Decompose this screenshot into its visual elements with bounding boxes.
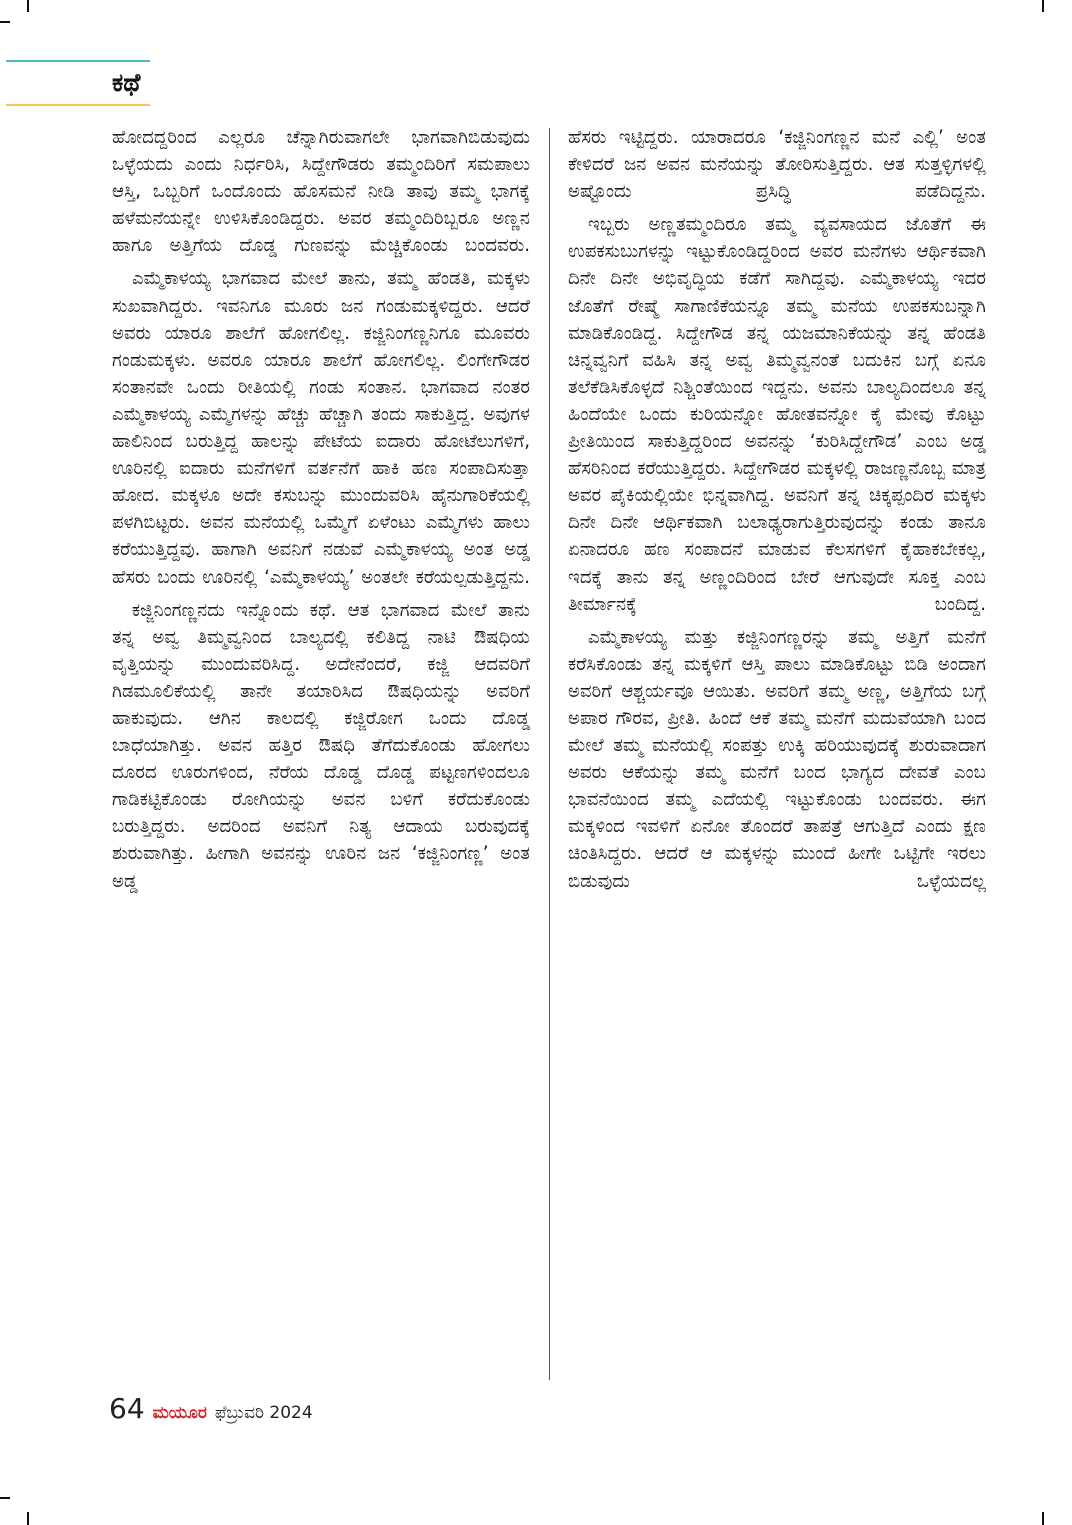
text-line: ಬಾಲ್ಯದಿಂದಲೂ ತನ್ನ ಹಿಂದೆಯೇ ಒಂದು ಕುರಿಯನ್ನೋ bbox=[568, 376, 986, 425]
left-column bbox=[112, 124, 530, 895]
text-line: ತಲೆಕೆಡಿಸಿಕೊಳ್ಳದೆ ನಿಶ್ಚಿಂತೆಯಿಂದ ಇದ್ದನು. ಅವನು bbox=[568, 376, 858, 398]
text-line: ಜೊತೆಗೆ ಈ ಉಪಕಸುಬುಗಳನ್ನು ಇಟ್ಟುಕೊಂಡಿದ್ದರಿಂದ bbox=[568, 214, 986, 263]
crop-mark-left-upper bbox=[0, 21, 10, 23]
paragraph bbox=[112, 265, 530, 590]
text-line: ಹಾಲನ್ನು ಪೇಟೆಯ ಐದಾರು ಹೋಟೆಲುಗಳಿಗೆ, bbox=[251, 431, 530, 453]
issue-date: ಫೆಬ್ರುವರಿ 2024 bbox=[214, 1403, 313, 1423]
crop-mark-top-left bbox=[27, 0, 29, 12]
text-line: ಅಪಾರ ಗೌರವ, ಪ್ರೀತಿ. ಹಿಂದೆ ಆಕೆ ತಮ್ಮ ಮನೆಗೆ bbox=[568, 707, 855, 729]
text-line: ತೋರಿಸುತ್ತಿದ್ದರು. ಆತ ಸುತ್ತಳ್ಳಿಗಳಲ್ಲಿ ಅಷ್ಟೊಂದು bbox=[568, 154, 986, 203]
text-line: ನೆರೆಯ ದೊಡ್ಡ ದೊಡ್ಡ ಪಟ್ಟಣಗಳಿಂದಲೂ bbox=[268, 762, 530, 784]
text-line: ಹೋದದ್ದರಿಂದ ಎಲ್ಲರೂ ಚೆನ್ನಾಗಿರುವಾಗಲೇ bbox=[112, 127, 390, 148]
header-rule-teal bbox=[6, 60, 150, 62]
text-line: ತಂದು ಸಾಕುತ್ತಿದ್ದ. ಅವುಗಳ ಹಾಲಿನಿಂದ ಬರುತ್ತಿದ್ದ bbox=[112, 403, 530, 453]
text-line: ಅವರಿಗೆ ಹಾಕುವುದು. ಆಗಿನ ಕಾಲದಲ್ಲಿ ಕಜ್ಜಿರೋಗ bbox=[112, 680, 530, 729]
text-line: ಶಾಲೆಗೆ ಹೋಗಲಿಲ್ಲ. ಲಿಂಗೇಗೌಡರ ಸಂತಾನವೇ bbox=[112, 349, 530, 398]
text-line: ನಿತ್ಯ ಆದಾಯ ಬರುವುದಕ್ಕೆ ಶುರುವಾಗಿತ್ತು. ಹೀಗಾಗಿ bbox=[112, 816, 530, 865]
text-line: ಎಮ್ಮೆಕಾಳಯ್ಯ ಅಂತ ಅಡ್ಡ ಹೆಸರು ಬಂದು ಊರಿನಲ್ಲಿ bbox=[112, 539, 530, 588]
column-divider bbox=[549, 128, 550, 1380]
text-line: ತೆಗೆದುಕೊಂಡು ಹೋಗಲು ದೂರದ ಊರುಗಳಿಂದ, bbox=[112, 735, 530, 784]
text-line: ಹೋತವನ್ನೋ ಕೈ ಮೇವು ಕೊಟ್ಟು ಪ್ರೀತಿಯಿಂದ bbox=[568, 403, 986, 453]
text-line: ತಮ್ಮಂದಿರಿಬ್ಬರೂ ಅಣ್ಣನ ಹಾಗೂ ಅತ್ತಿಗೆಯ ದೊಡ್ಡ bbox=[112, 208, 530, 257]
text-line: ಕ್ಷಣ ಚಿಂತಿಸಿದ್ದರು. ಆದರೆ ಆ ಮಕ್ಕಳನ್ನು ಮುಂದೆ bbox=[568, 816, 986, 865]
text-line: ಕಜ್ಜಿನಿಂಗಣ್ಣನದು ಇನ್ನೊಂದು ಕಥೆ. ಆತ bbox=[132, 599, 370, 621]
header-rule-yellow bbox=[6, 104, 150, 106]
paragraph bbox=[112, 124, 530, 259]
text-line: ಹೆಸರು ಇಟ್ಟಿದ್ದರು. ಯಾರಾದರೂ ‘ಕಜ್ಜಿನಿಂಗಣ್ಣನ bbox=[568, 127, 860, 148]
text-line: ಅಭಿವೃದ್ಧಿಯ ಕಡೆಗೆ ಸಾಗಿದ್ದವು. ಎಮ್ಮೆಕಾಳಯ್ಯ ಇದರ bbox=[652, 268, 986, 290]
text-line: ಅವನನ್ನು ಊರಿನ ಜನ ‘ಕಜ್ಜಿನಿಂಗಣ್ಣ’ ಅಂತ ಅಡ್ಡ bbox=[112, 843, 530, 892]
crop-mark-bottom-left bbox=[27, 1512, 29, 1525]
text-line: ಇಟ್ಟುಕೊಂಡು ಬಂದವರು. ಈಗ ಮಕ್ಕಳಿಂದ bbox=[568, 789, 986, 838]
text-line: ಸಂಪಾದಿಸುತ್ತಾ ಹೋದ. ಮಕ್ಕಳೂ ಅದೇ ಕಸುಬನ್ನು bbox=[112, 458, 530, 507]
text-line: ಮನೆ ಎಲ್ಲಿ’ ಅಂತ ಕೇಳಿದರೆ ಜನ ಅವನ ಮನೆಯನ್ನು bbox=[568, 127, 986, 176]
crop-mark-top-right bbox=[1042, 0, 1044, 12]
right-column bbox=[568, 124, 986, 895]
text-line: ನಂತರ ಎಮ್ಮೆಕಾಳಯ್ಯ ಎಮ್ಮೆಗಳನ್ನು ಹೆಚ್ಚು ಹೆಚ್ಚಾಗಿ bbox=[112, 376, 530, 425]
text-line: ಅವರ ಮನೆಗಳು ಆರ್ಥಿಕವಾಗಿ ದಿನೇ ದಿನೇ bbox=[568, 241, 986, 290]
text-line: ಮಕ್ಕಳಲ್ಲಿ ರಾಜಣ್ಣನೊಬ್ಬ ಮಾತ್ರ ಅವರ ಪೈಕಿಯಲ್ಲಿಯೇ bbox=[568, 458, 986, 507]
text-line: ಉಪಕಸುಬನ್ನಾಗಿ ಮಾಡಿಕೊಂಡಿದ್ದ. ಸಿದ್ದೇಗೌಡ bbox=[568, 295, 986, 344]
text-line: ಮಾಡುವ ಕೆಲಸಗಳಿಗೆ ಕೈಹಾಕಬೇಕಲ್ಲ, ಇದಕ್ಕೆ ತಾನು bbox=[568, 539, 986, 588]
text-line: ಮದುವೆಯಾಗಿ ಬಂದ ಮೇಲೆ ತಮ್ಮ ಮನೆಯಲ್ಲಿ bbox=[568, 707, 986, 757]
text-line: ಭಾಗಕ್ಕೆ ಹಳೆಮನೆಯನ್ನೇ ಉಳಿಸಿಕೊಂಡಿದ್ದರು. ಅವರ bbox=[112, 181, 530, 230]
text-line: ಆಯಿತು. ಅವರಿಗೆ ತಮ್ಮ ಅಣ್ಣ, ಅತ್ತಿಗೆಯ ಬಗ್ಗೆ bbox=[703, 680, 986, 702]
text-line: ಹೆಂಡತಿ, ಮಕ್ಕಳು ಸುಖವಾಗಿದ್ದರು. ಇವನಿಗೂ bbox=[112, 268, 530, 317]
text-line: ಭಾಗವಾದ ಮೇಲೆ ತಾನು ತನ್ನ ಅವ್ವ ತಿಮ್ಮವ್ವನಿಂದ bbox=[112, 599, 530, 648]
magazine-logo: ಮಯೂರ bbox=[152, 1403, 207, 1423]
paragraph bbox=[568, 211, 986, 617]
text-line: ತೀರ್ಮಾನಕ್ಕೆ ಬಂದಿದ್ದ. bbox=[568, 593, 986, 615]
text-line: ಮುಂದುವರಿಸಿದ್ದ. ಅದೇನೆಂದರೆ, ಕಜ್ಜಿ ಆದವರಿಗೆ bbox=[201, 653, 530, 675]
paragraph bbox=[568, 124, 986, 205]
text-line: ತನ್ನ ಯಜಮಾನಿಕೆಯನ್ನು ತನ್ನ ಹೆಂಡತಿ ಚಿನ್ನವ್ವನಿಗೆ bbox=[568, 322, 986, 371]
text-line: ಅವನ ಮನೆಯಲ್ಲಿ ಒಮ್ಮೆಗೆ ಏಳೆಂಟು ಎಮ್ಮೆಗಳು bbox=[200, 512, 484, 534]
text-line: ಎಮ್ಮೆಕಾಳಯ್ಯ ಮತ್ತು ಕಜ್ಜಿನಿಂಗಣ್ಣರನ್ನು ತಮ್ಮ bbox=[588, 626, 878, 648]
paragraph bbox=[568, 624, 986, 895]
crop-mark-bottom-right bbox=[1042, 1512, 1044, 1525]
page-footer bbox=[109, 1392, 313, 1432]
text-line: ಅವರು ಆಕೆಯನ್ನು ತಮ್ಮ ಮನೆಗೆ ಬಂದ ಭಾಗ್ಯದ bbox=[568, 762, 884, 784]
paragraph bbox=[112, 597, 530, 895]
text-line: ಒಂದು ದೊಡ್ಡ ಬಾಧೆಯಾಗಿತ್ತು. ಅವನ ಹತ್ತಿರ ಔಷಧಿ bbox=[112, 707, 530, 757]
section-title: ಕಥೆ bbox=[112, 68, 141, 97]
text-line: ಊರಿನಲ್ಲಿ ಐದಾರು ಮನೆಗಳಿಗೆ ವರ್ತನೆಗೆ ಹಾಕಿ ಹಣ bbox=[112, 458, 438, 480]
text-line: ಒಬ್ಬರಿಗೆ ಒಂದೊಂದು ಹೊಸಮನೆ ನೀಡಿ ತಾವು ತಮ್ಮ bbox=[152, 181, 479, 203]
text-line: ಪ್ರಸಿದ್ಧಿ ಪಡೆದಿದ್ದನು. bbox=[755, 181, 986, 203]
text-line: ಸಿದ್ದೇಗೌಡರು ತಮ್ಮಂದಿರಿಗೆ ಸಮಪಾಲು ಆಸ್ತಿ, bbox=[112, 154, 530, 203]
text-line: ಹೀಗೇ ಒಟ್ಟಿಗೇ ಇರಲು ಬಿಡುವುದು ಒಳ್ಳೆಯದಲ್ಲ bbox=[568, 843, 987, 892]
text-line: ಭಿನ್ನವಾಗಿದ್ದ. ಅವನಿಗೆ ತನ್ನ ಚಿಕ್ಕಪ್ಪಂದಿರ ಮಕ್ಕಳು bbox=[702, 485, 986, 507]
text-line: ಯಾರೂ ಶಾಲೆಗೆ ಹೋಗಲಿಲ್ಲ. ಕಜ್ಜಿನಿಂಗಣ್ಣನಿಗೂ bbox=[164, 322, 461, 344]
text-line: ದಿನೇ ದಿನೇ ಆರ್ಥಿಕವಾಗಿ ಬಲಾಢ್ಯರಾಗುತ್ತಿರುವುದನ್ನು bbox=[568, 512, 886, 534]
text-line: ಅಡ್ಡ ಹೆಸರಿನಿಂದ ಕರೆಯುತ್ತಿದ್ದರು. ಸಿದ್ದೇಗೌಡರ bbox=[568, 431, 986, 480]
text-line: ಒಂದು ರೀತಿಯಲ್ಲಿ ಗಂಡು ಸಂತಾನ. ಭಾಗವಾದ bbox=[186, 376, 480, 398]
text-line: ಮೂವರು ಗಂಡುಮಕ್ಕಳು. ಅವರೂ ಯಾರೂ bbox=[112, 322, 530, 371]
text-line: ಬಾಲ್ಯದಲ್ಲಿ ಕಲಿತಿದ್ದ ನಾಟಿ ಔಷಧಿಯ ವೃತ್ತಿಯನ್ನು bbox=[112, 626, 530, 675]
text-line: ಹಾಲು ಕರೆಯುತ್ತಿದ್ದವು. ಹಾಗಾಗಿ ಅವನಿಗೆ ನಡುವೆ bbox=[112, 512, 530, 561]
text-line: ಇಬ್ಬರು ಅಣ್ಣತಮ್ಮಂದಿರೂ ತಮ್ಮ ವ್ಯವಸಾಯದ bbox=[588, 214, 887, 236]
text-line: ಅತ್ತಿಗೆ ಮನೆಗೆ ಕರೆಸಿಕೊಂಡು ತನ್ನ ಮಕ್ಕಳಿಗೆ ಆಸ್ತಿ ಪಾಲು bbox=[568, 626, 986, 675]
text-line: ಸಂಪತ್ತು ಉಕ್ಕಿ ಹರಿಯುವುದಕ್ಕೆ ಶುರುವಾದಾಗ bbox=[722, 735, 986, 757]
text-line: ಭಾಗವಾಗಿಬಿಡುವುದು ಒಳ್ಳೆಯದು ಎಂದು ನಿರ್ಧರಿಸಿ, bbox=[112, 127, 530, 176]
crop-mark-left-lower bbox=[0, 1497, 10, 1499]
text-line: ಮುಂದುವರಿಸಿ ಹೈನುಗಾರಿಕೆಯಲ್ಲಿ ಪಳಗಿಬಿಟ್ಟರು. bbox=[112, 485, 530, 534]
text-line: ಕರೆದುಕೊಂಡು ಬರುತ್ತಿದ್ದರು. ಅದರಿಂದ ಅವನಿಗೆ bbox=[112, 789, 530, 838]
text-line: ವಹಿಸಿ ತನ್ನ ಅವ್ವ ತಿಮ್ಮವ್ವನಂತೆ ಬದುಕಿನ ಬಗ್ಗೆ ಏನೂ bbox=[642, 349, 986, 371]
text-line: ಮಾಡಿಕೊಟ್ಟು ಬಿಡಿ ಅಂದಾಗ ಅವರಿಗೆ ಆಶ್ಚರ್ಯವೂ bbox=[568, 653, 986, 702]
text-line: ಜೊತೆಗೆ ರೇಷ್ಮೆ ಸಾಗಾಣಿಕೆಯನ್ನೂ ತಮ್ಮ ಮನೆಯ bbox=[568, 295, 878, 317]
text-line: ಎಮ್ಮೆಕಾಳಯ್ಯ ಭಾಗವಾದ ಮೇಲೆ ತಾನು, ತಮ್ಮ bbox=[132, 268, 417, 290]
text-line: ಮೂರು ಜನ ಗಂಡುಮಕ್ಕಳಿದ್ದರು. ಆದರೆ ಅವರು bbox=[112, 295, 530, 344]
page-number: 64 bbox=[109, 1392, 145, 1425]
text-line: ತನ್ನ ಅಣ್ಣಂದಿರಿಂದ ಬೇರೆ ಆಗುವುದೇ ಸೂಕ್ತ ಎಂಬ bbox=[663, 566, 986, 588]
text-line: ಸಾಕುತ್ತಿದ್ದರಿಂದ ಅವನನ್ನು ‘ಕುರಿಸಿದ್ದೇಗೌಡ’ ಎಂಬ bbox=[647, 431, 948, 453]
text-line: ದೇವತೆ ಎಂಬ ಭಾವನೆಯಿಂದ ತಮ್ಮ ಎದೆಯಲ್ಲಿ bbox=[568, 762, 986, 811]
text-line: ಕಂಡು ತಾನೂ ಏನಾದರೂ ಹಣ ಸಂಪಾದನೆ bbox=[568, 512, 986, 561]
text-line: ‘ಎಮ್ಮೆಕಾಳಯ್ಯ’ ಅಂತಲೇ ಕರೆಯಲ್ಪಡುತ್ತಿದ್ದನು. bbox=[264, 566, 530, 588]
text-line: ಗುಣವನ್ನು ಮೆಚ್ಚಿಕೊಂಡು ಬಂದವರು. bbox=[294, 235, 531, 257]
text-line: ಇವಳಿಗೆ ಏನೋ ತೊಂದರೆ ತಾಪತ್ರೆ ಆಗುತ್ತಿದೆ ಎಂದು bbox=[635, 816, 953, 838]
text-line: ಗಿಡಮೂಲಿಕೆಯಲ್ಲಿ ತಾನೇ ತಯಾರಿಸಿದ ಔಷಧಿಯನ್ನು bbox=[112, 680, 462, 702]
text-line: ಗಾಡಿಕಟ್ಟಿಕೊಂಡು ರೋಗಿಯನ್ನು ಅವನ ಬಳಿಗೆ bbox=[112, 789, 424, 811]
